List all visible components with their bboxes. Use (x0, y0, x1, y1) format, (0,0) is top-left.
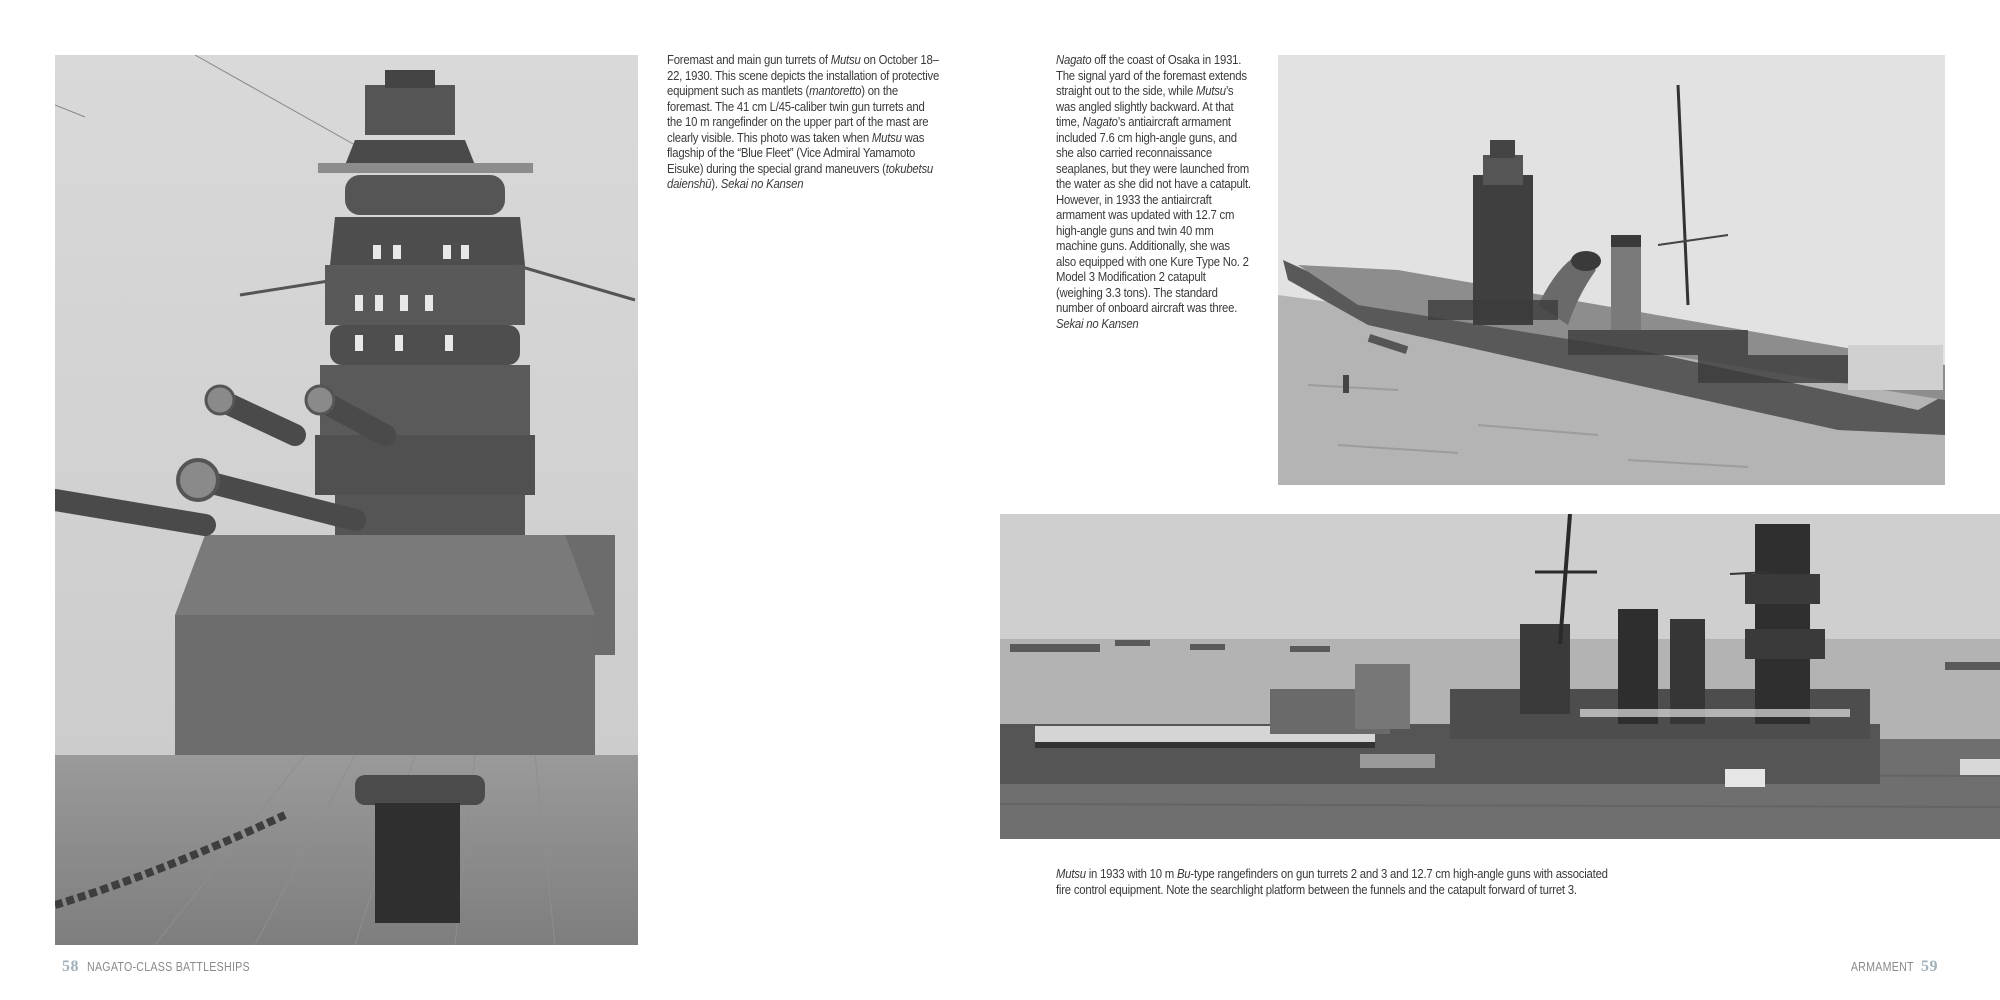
running-head: ARMAMENT (1850, 959, 1914, 974)
ship-name: Mutsu (1196, 83, 1226, 98)
caption-text: was flagship of the “Blue Fleet” (Vice Admiral Yamamoto Eisuke) during the special grand maneuvers ( (667, 129, 925, 176)
caption-nagato-osaka (1056, 52, 1252, 331)
ship-name: Mutsu (830, 52, 861, 67)
page-number: 59 (1921, 958, 1938, 975)
caption-mutsu-1933 (1056, 866, 1624, 897)
page-number: 58 (62, 958, 79, 975)
ship-name: Nagato (1082, 114, 1118, 129)
ship-name: Mutsu (1056, 866, 1086, 881)
running-head: NAGATO-CLASS BATTLESHIPS (86, 959, 250, 974)
caption-text: ) on the foremast. The 41 cm L/45-caliber twin gun turrets and the 10 m rangefinder on the upper part of the mast are clearly visible. This photo was taken when (667, 83, 929, 145)
caption-text: Foremast and main gun turrets of (667, 52, 831, 67)
caption-text: in 1933 with 10 m (1085, 866, 1177, 881)
caption-text: on October 18–22, 1930. This scene depicts the installation of protective equipment such as mantlets ( (667, 52, 940, 98)
term: Bu (1176, 866, 1191, 881)
term: tokubetsu daienshū (667, 160, 933, 191)
caption-text: ’s was angled slightly backward. At that time, (1056, 83, 1234, 129)
ship-name: Nagato (1056, 52, 1092, 67)
photo-mutsu-foremast (55, 55, 638, 945)
photo-credit: Sekai no Kansen (1056, 315, 1139, 331)
caption-text: off the coast of Osaka in 1931. The signal yard of the foremast extends straight out to the side, while (1056, 52, 1247, 98)
term: mantoretto (809, 83, 862, 98)
photo-nagato-osaka (1278, 55, 1945, 485)
battleship-harbor-image (1000, 514, 2000, 839)
folio-right (1837, 958, 1938, 976)
folio-left (62, 958, 285, 976)
photo-mutsu-1933 (1000, 514, 2000, 839)
caption-mutsu-foremast (667, 52, 942, 192)
ship-name: Mutsu (871, 129, 902, 145)
battleship-aerial-image (1278, 55, 1945, 485)
photo-credit: Sekai no Kansen (720, 176, 804, 191)
battleship-foremast-image (55, 55, 638, 945)
caption-text: -type rangefinders on gun turrets 2 and 3 and 12.7 cm high-angle guns with associated fire control equipment. Note the searchlight platform between the funnels and the catapult forward of turret 3. (1056, 866, 1608, 897)
caption-text: ). (711, 176, 721, 191)
caption-text: ’s antiaircraft armament included 7.6 cm high-angle guns, and she also carried reconnaissance seaplanes, but they were launched from the water as she did not have a catapult. However, in 1933 the antiaircraft armament was updated with 12.7 cm high-angle guns and twin 40 mm machine guns. Additionally, she was also equipped with one Kure Type No. 2 Model 3 Modification 2 catapult (weighing 3.3 tons). The standard number of onboard aircraft was three. (1056, 114, 1251, 315)
